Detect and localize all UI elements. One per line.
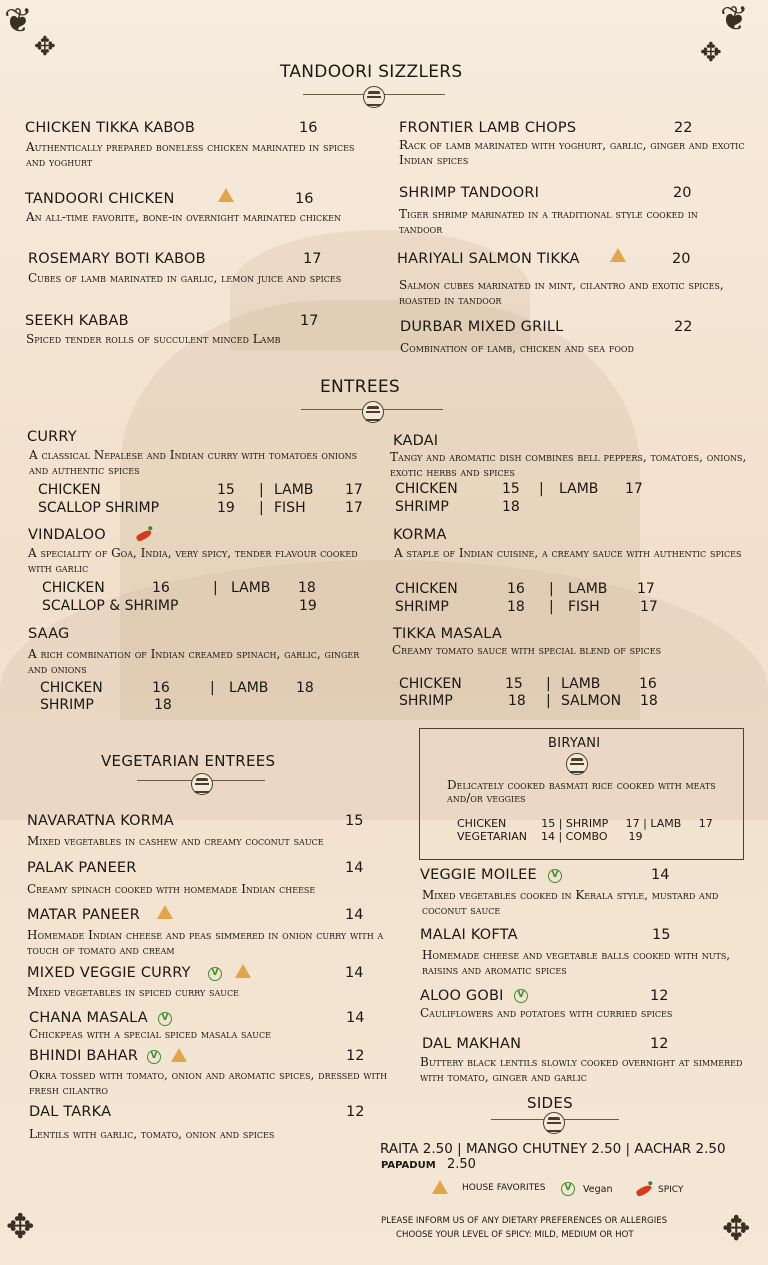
footer-spicy-note: CHOOSE YOUR LEVEL OF SPICY: MILD, MEDIUM OR HOT	[396, 1230, 634, 1240]
option-label: CHICKEN	[42, 580, 105, 596]
sides-papadum-price: 2.50	[447, 1157, 476, 1172]
item-name: BHINDI BAHAR	[29, 1048, 139, 1064]
item-desc: An all-time favorite, bone-in overnight marinated chicken	[26, 210, 341, 224]
option-label: SCALLOP & SHRIMP	[42, 598, 179, 614]
item-desc: Homemade Indian cheese and peas simmered in onion curry with a touch of tomato and cream	[27, 928, 384, 957]
item-price: 16	[299, 120, 318, 136]
option-label: CHICKEN	[38, 482, 101, 498]
option-label: FISH	[568, 599, 600, 615]
option-price: 19	[299, 598, 317, 614]
footer-allergy-note: PLEASE INFORM US OF ANY DIETARY PREFERENCES OR ALLERGIES	[381, 1216, 668, 1226]
section-title-sides: SIDES	[527, 1094, 573, 1112]
vegan-icon: V	[561, 1182, 575, 1196]
option-price: 16	[152, 580, 170, 596]
option-price: 18	[502, 499, 520, 515]
option-label: LAMB	[229, 680, 269, 696]
option-price: 17	[640, 599, 658, 615]
item-desc: Spiced tender rolls of succulent minced Lamb	[26, 332, 281, 346]
option-price: 16	[639, 676, 657, 692]
item-price: 17	[303, 251, 322, 267]
item-name: CHANA MASALA	[29, 1010, 148, 1026]
item-name: HARIYALI SALMON TIKKA	[397, 251, 580, 267]
option-price: 18	[298, 580, 316, 596]
house-favorite-icon	[157, 905, 173, 919]
entree-desc: A classical Nepalese and Indian curry with tomatoes onions and authentic spices	[29, 448, 358, 477]
spicy-chili-icon	[635, 1184, 652, 1198]
option-price: 15	[505, 676, 523, 692]
option-label: CHICKEN	[395, 481, 458, 497]
option-label: FISH	[274, 500, 306, 516]
option-sep: |	[213, 580, 218, 596]
option-price: 16	[507, 581, 525, 597]
option-label: CHICKEN	[395, 581, 458, 597]
option-label: CHICKEN	[40, 680, 103, 696]
option-label: LAMB	[559, 481, 599, 497]
item-name: CHICKEN TIKKA KABOB	[25, 120, 196, 136]
sides-list: RAITA 2.50 | MANGO CHUTNEY 2.50 | AACHAR 2.50	[380, 1141, 726, 1157]
entree-desc: A staple of Indian cuisine, a creamy sauce with authentic spices	[394, 546, 742, 560]
item-name: MATAR PANEER	[27, 907, 141, 923]
option-label: SALMON	[561, 693, 622, 709]
item-name: PALAK PANEER	[27, 860, 137, 876]
item-name: ROSEMARY BOTI KABOB	[28, 251, 206, 267]
item-price: 12	[650, 988, 669, 1004]
entree-name: KORMA	[393, 527, 447, 543]
option-price: 17	[625, 481, 643, 497]
house-favorite-icon	[218, 188, 234, 202]
item-price: 20	[672, 251, 691, 267]
entree-desc: A rich combination of Indian creamed spinach, garlic, ginger and onions	[28, 647, 360, 676]
corner-ornament-icon: ✥	[6, 1207, 35, 1247]
item-name: MALAI KOFTA	[420, 927, 518, 943]
legend-house: HOUSE FAVORITES	[462, 1183, 546, 1193]
option-sep: |	[259, 500, 264, 516]
item-name: SHRIMP TANDOORI	[399, 185, 540, 201]
temple-emblem-icon	[566, 753, 588, 775]
option-sep: |	[539, 481, 544, 497]
option-price: 15	[502, 481, 520, 497]
vegan-icon: V	[208, 967, 222, 981]
vegan-icon: V	[158, 1012, 172, 1026]
item-price: 14	[346, 1010, 365, 1026]
item-desc: Lentils with garlic, tomato, onion and spices	[29, 1127, 275, 1141]
item-name: DURBAR MIXED GRILL	[400, 319, 564, 335]
item-price: 12	[346, 1048, 365, 1064]
house-favorite-icon	[235, 964, 251, 978]
section-title-vegetarian: VEGETARIAN ENTREES	[101, 752, 276, 770]
house-favorite-icon	[171, 1048, 187, 1062]
item-name: VEGGIE MOILEE	[420, 867, 537, 883]
item-desc: Combination of lamb, chicken and sea food	[400, 341, 634, 355]
option-sep: |	[210, 680, 215, 696]
item-price: 14	[345, 965, 364, 981]
option-label: CHICKEN	[399, 676, 462, 692]
temple-emblem-icon	[191, 773, 213, 795]
section-title-entrees: ENTREES	[320, 377, 401, 397]
item-desc: Authentically prepared boneless chicken marinated in spices and yoghurt	[26, 140, 355, 169]
entree-name: SAAG	[28, 626, 70, 642]
item-price: 12	[346, 1104, 365, 1120]
item-price: 14	[651, 867, 670, 883]
option-price: 18	[296, 680, 314, 696]
house-favorite-icon	[432, 1180, 448, 1194]
option-label: SHRIMP	[399, 693, 453, 709]
item-price: 17	[300, 313, 319, 329]
legend-spicy: SPICY	[658, 1185, 684, 1195]
item-desc: Chickpeas with a special spiced masala sauce	[29, 1027, 272, 1041]
temple-emblem-icon	[363, 86, 385, 108]
corner-ornament-icon: ❦	[720, 0, 749, 39]
sides-papadum: PAPADUM	[381, 1160, 436, 1171]
option-price: 18	[640, 693, 658, 709]
item-name: FRONTIER LAMB CHOPS	[399, 120, 577, 136]
option-price: 15	[217, 482, 235, 498]
item-desc: Cubes of lamb marinated in garlic, lemon juice and spices	[28, 271, 342, 285]
corner-ornament-icon: ✥	[722, 1209, 751, 1249]
option-label: LAMB	[561, 676, 601, 692]
vegan-icon: V	[147, 1050, 161, 1064]
temple-emblem-icon	[362, 401, 384, 423]
item-price: 22	[674, 120, 693, 136]
option-sep: |	[546, 693, 551, 709]
item-price: 15	[652, 927, 671, 943]
corner-ornament-icon: ✥	[34, 32, 56, 62]
option-sep: |	[546, 676, 551, 692]
option-label: SHRIMP	[40, 697, 94, 713]
option-label: SHRIMP	[395, 499, 449, 515]
section-title-tandoori: TANDOORI SIZZLERS	[280, 62, 463, 82]
item-price: 12	[650, 1036, 669, 1052]
item-price: 14	[345, 907, 364, 923]
item-price: 22	[674, 319, 693, 335]
item-price: 15	[345, 813, 364, 829]
item-desc: Creamy spinach cooked with homemade Indian cheese	[27, 882, 316, 896]
item-desc: Cauliflowers and potatoes with curried spices	[420, 1006, 673, 1020]
item-desc: Salmon cubes marinated in mint, cilantro and exotic spices, roasted in tandoor	[399, 278, 724, 307]
biryani-options: CHICKEN 15 | SHRIMP 17 | LAMB 17	[457, 817, 713, 830]
option-price: 18	[507, 599, 525, 615]
option-label: LAMB	[568, 581, 608, 597]
entree-desc: A speciality of Goa, India, very spicy, tender flavour cooked with garlic	[28, 546, 358, 575]
option-price: 18	[508, 693, 526, 709]
option-label: SHRIMP	[395, 599, 449, 615]
house-favorite-icon	[610, 248, 626, 262]
temple-emblem-icon	[543, 1112, 565, 1134]
entree-name: CURRY	[27, 429, 77, 445]
item-name: TANDOORI CHICKEN	[25, 191, 175, 207]
item-price: 16	[295, 191, 314, 207]
item-name: DAL TARKA	[29, 1104, 112, 1120]
legend-vegan: Vegan	[583, 1184, 613, 1195]
option-sep: |	[549, 581, 554, 597]
item-name: DAL MAKHAN	[422, 1036, 522, 1052]
item-name: MIXED VEGGIE CURRY	[27, 965, 191, 981]
item-name: SEEKH KABAB	[25, 313, 129, 329]
option-price: 19	[217, 500, 235, 516]
corner-ornament-icon: ❦	[4, 1, 33, 41]
item-desc: Buttery black lentils slowly cooked overnight at simmered with tomato, ginger and garlic	[420, 1055, 743, 1084]
item-desc: Okra tossed with tomato, onion and aromatic spices, dressed with fresh cilantro	[29, 1068, 388, 1097]
item-desc: Homemade cheese and vegetable balls cooked with nuts, raisins and aromatic spices	[422, 948, 731, 977]
option-price: 17	[637, 581, 655, 597]
entree-desc: Tangy and aromatic dish combines bell peppers, tomatoes, onions, exotic herbs and spices	[390, 450, 747, 479]
option-label: LAMB	[274, 482, 314, 498]
vegan-icon: V	[548, 869, 562, 883]
biryani-title: BIRYANI	[548, 736, 601, 751]
option-sep: |	[259, 482, 264, 498]
option-price: 18	[154, 697, 172, 713]
item-desc: Mixed vegetables in spiced curry sauce	[27, 985, 239, 999]
entree-name: KADAI	[393, 433, 439, 449]
option-label: SCALLOP SHRIMP	[38, 500, 160, 516]
option-price: 17	[345, 482, 363, 498]
item-desc: Mixed vegetables in cashew and creamy coconut sauce	[27, 834, 324, 848]
biryani-desc: Delicately cooked basmati rice cooked with meats and/or veggies	[447, 778, 716, 805]
item-name: NAVARATNA KORMA	[27, 813, 174, 829]
entree-name: VINDALOO	[28, 527, 106, 543]
corner-ornament-icon: ✥	[700, 38, 722, 68]
item-price: 14	[345, 860, 364, 876]
vegan-icon: V	[514, 989, 528, 1003]
item-price: 20	[673, 185, 692, 201]
biryani-options: VEGETARIAN 14 | COMBO 19	[457, 830, 643, 843]
option-price: 17	[345, 500, 363, 516]
option-price: 16	[152, 680, 170, 696]
entree-desc: Creamy tomato sauce with special blend of spices	[392, 643, 662, 657]
item-desc: Mixed vegetables cooked in Kerala style, mustard and coconut sauce	[422, 888, 719, 917]
item-name: ALOO GOBI	[420, 988, 504, 1004]
entree-name: TIKKA MASALA	[393, 626, 502, 642]
option-sep: |	[549, 599, 554, 615]
item-desc: Tiger shrimp marinated in a traditional style cooked in tandoor	[399, 207, 698, 236]
option-label: LAMB	[231, 580, 271, 596]
item-desc: Rack of lamb marinated with yoghurt, garlic, ginger and exotic Indian spices	[399, 138, 745, 167]
